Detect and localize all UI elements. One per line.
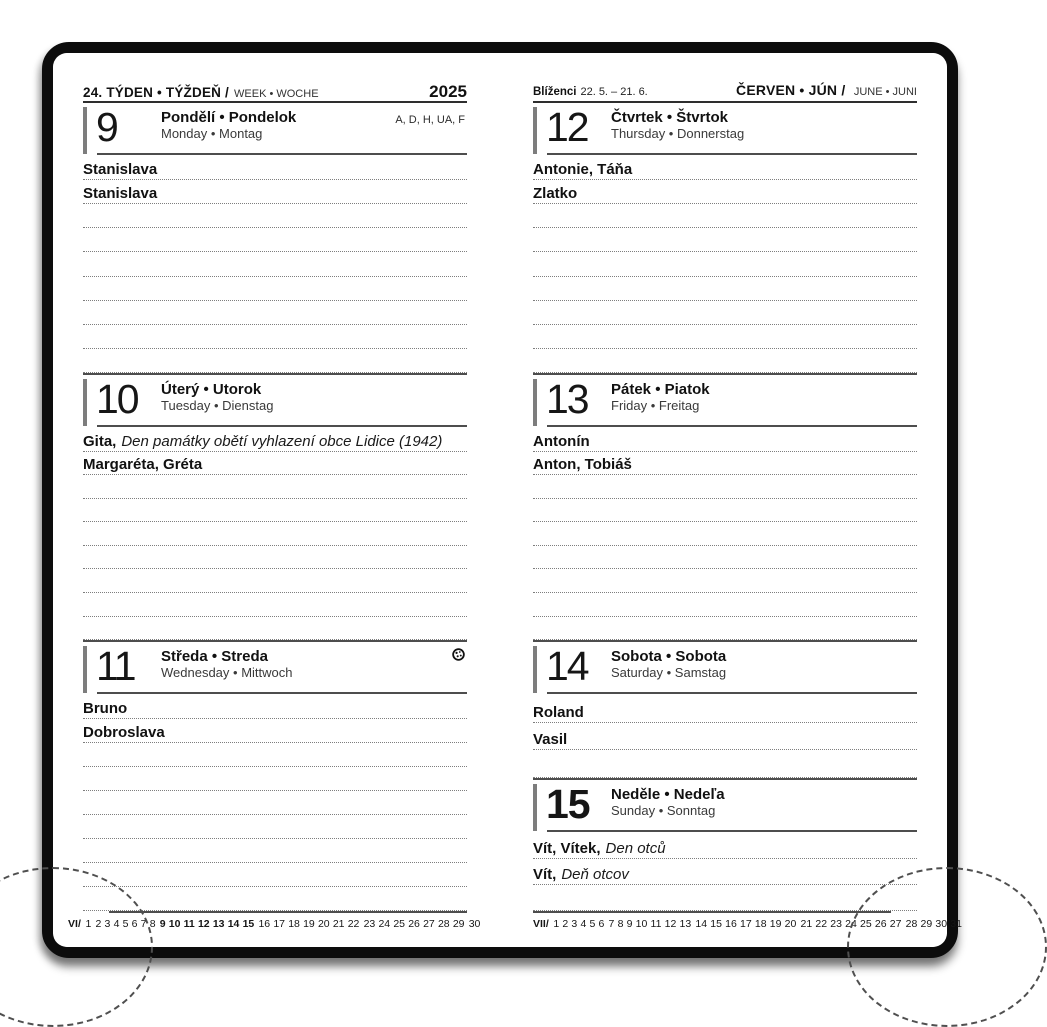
mini-calendar-day: 23: [830, 918, 842, 930]
ruled-line: [533, 499, 917, 523]
week-label: 24. TÝDEN • TÝŽDEŇ /: [83, 85, 230, 100]
ruled-line: [533, 617, 917, 641]
mini-calendar-day: 9: [626, 918, 633, 930]
mini-calendar-day: 20: [784, 918, 797, 930]
mini-calendar-day: 26: [874, 918, 887, 930]
ruled-line: [533, 277, 917, 301]
name-day-text: Vít,: [533, 866, 557, 883]
mini-calendar-month: VII/: [533, 918, 549, 930]
ruled-line: [83, 475, 467, 499]
day-names: [161, 103, 296, 141]
mini-calendar-day: 13: [212, 918, 225, 930]
mini-calendar-day: 10: [168, 918, 181, 930]
name-day-text: Stanislava: [83, 161, 158, 179]
right-day-list: [533, 103, 917, 911]
day-lines: [533, 155, 917, 373]
day-marker-bar: [533, 107, 537, 154]
mini-calendar-day: 31: [950, 918, 962, 930]
day-name-primary: Středa • Streda: [161, 648, 268, 665]
mini-calendar-day: 6: [131, 918, 138, 930]
day-marker-bar: [83, 646, 87, 693]
entry-line: [533, 428, 917, 452]
mini-calendar-day: 4: [113, 918, 120, 930]
name-day-text: Vasil: [533, 731, 568, 749]
mini-calendar-day: 10: [635, 918, 648, 930]
ruled-line: [83, 252, 467, 276]
holiday-note-text: Deň otcov: [561, 866, 629, 883]
day-marker-bar: [533, 379, 537, 426]
mini-calendar-day: 17: [273, 918, 285, 930]
day-header-11: [83, 642, 467, 694]
day-lines: [533, 427, 917, 640]
day-number: 9: [96, 104, 117, 150]
name-day-text: Zlatko: [533, 185, 578, 203]
ruled-line: [533, 252, 917, 276]
diary-open-spread: [53, 53, 962, 947]
ruled-line: [83, 204, 467, 228]
mini-calendar-day: 24: [845, 918, 857, 930]
day-number: 14: [546, 643, 588, 689]
mini-calendar-day: 8: [149, 918, 156, 930]
mini-calendar-month: VI/: [68, 918, 81, 930]
week-header: [83, 82, 467, 103]
mini-calendar-day: 27: [889, 918, 902, 930]
day-section-9: [83, 103, 467, 373]
day-section-11: [83, 640, 467, 911]
mini-calendar-day: 25: [859, 918, 872, 930]
day-lines: [83, 155, 467, 373]
mini-calendar-day: 14: [227, 918, 240, 930]
ruled-line: [83, 743, 467, 767]
mini-calendar-day: 28: [905, 918, 918, 930]
ruled-line: [533, 301, 917, 325]
left-page: [68, 82, 481, 947]
day-names: [611, 642, 726, 680]
mini-calendar-day: 29: [920, 918, 933, 930]
ruled-line: [83, 767, 467, 791]
mini-calendar-day: 5: [122, 918, 129, 930]
month-label-translation: JUNE • JUNI: [853, 86, 917, 98]
mini-calendar-day: 21: [800, 918, 813, 930]
zodiac-dates: 22. 5. – 21. 6.: [580, 86, 648, 98]
holiday-country-codes: A, D, H, UA, F: [395, 114, 465, 126]
mini-calendar-day: 7: [140, 918, 147, 930]
name-day-text: Antonín: [533, 432, 590, 450]
day-header-14: [533, 642, 917, 694]
day-section-14: [533, 640, 917, 778]
page-curl-bottom-right-icon: [847, 867, 1047, 1027]
day-marker-bar: [533, 784, 537, 831]
mini-calendar-day: 3: [104, 918, 111, 930]
mini-calendar-day: 30: [935, 918, 948, 930]
ruled-line: [83, 569, 467, 593]
entry-line: [83, 695, 467, 719]
day-name-secondary: Saturday • Samstag: [611, 665, 727, 680]
mini-calendar-day: 22: [347, 918, 360, 930]
left-day-list: [83, 103, 467, 911]
entry-line: [83, 428, 467, 452]
mini-calendar-day: 5: [589, 918, 596, 930]
day-header-12: [533, 103, 917, 155]
mini-calendar-day: 18: [288, 918, 300, 930]
ruled-line: [83, 863, 467, 887]
day-number: 12: [546, 104, 588, 150]
name-day-text: Roland: [533, 703, 584, 721]
day-header-9: [83, 103, 467, 155]
mini-calendar-day: 1: [553, 918, 560, 930]
day-section-15: [533, 778, 917, 911]
name-day-text: Margaréta, Gréta: [83, 456, 203, 474]
day-names: [611, 780, 725, 818]
month-label-group: [736, 82, 917, 100]
name-day-text: Dobroslava: [83, 724, 165, 741]
ruled-line: [83, 499, 467, 523]
ruled-line: [533, 475, 917, 499]
entry-line: [533, 180, 917, 204]
year-label: 2025: [429, 82, 467, 101]
day-name-secondary: Wednesday • Mittwoch: [161, 665, 293, 680]
ruled-line: [533, 546, 917, 570]
mini-calendar-day: 4: [580, 918, 587, 930]
day-section-10: [83, 373, 467, 640]
day-name-primary: Čtvrtek • Štvrtok: [611, 109, 728, 126]
day-lines: [83, 427, 467, 640]
name-day-text: Bruno: [83, 700, 128, 717]
mini-calendar-day: 24: [378, 918, 391, 930]
entry-line: [533, 859, 917, 885]
right-page: [533, 82, 962, 947]
mini-calendar-day: 2: [95, 918, 102, 930]
day-name-secondary: Friday • Freitag: [611, 398, 700, 413]
mini-calendar-day: 16: [258, 918, 271, 930]
ruled-line: [83, 815, 467, 839]
ruled-line: [533, 325, 917, 349]
day-number: 11: [96, 643, 135, 689]
day-name-primary: Pondělí • Pondelok: [161, 109, 297, 126]
mini-calendar-day: 15: [710, 918, 722, 930]
mini-calendar-day: 25: [393, 918, 405, 930]
mini-calendar-day: 14: [695, 918, 708, 930]
ruled-line: [83, 522, 467, 546]
ruled-line: [83, 593, 467, 617]
entry-line: [533, 833, 917, 859]
mini-calendar-day: 28: [437, 918, 450, 930]
day-name-secondary: Tuesday • Dienstag: [161, 398, 274, 413]
ruled-line: [83, 301, 467, 325]
ruled-line: [533, 522, 917, 546]
mini-calendar-day: 3: [571, 918, 578, 930]
day-name-secondary: Monday • Montag: [161, 126, 263, 141]
mini-calendar-day: 30: [468, 918, 481, 930]
entry-line: [533, 695, 917, 723]
mini-calendar-day: 9: [159, 918, 166, 930]
day-number: 10: [96, 376, 138, 422]
mini-calendar-day: 6: [598, 918, 605, 930]
day-name-secondary: Sunday • Sonntag: [611, 803, 716, 818]
ruled-line: [533, 750, 917, 778]
name-day-text: Vít, Vítek,: [533, 840, 601, 857]
day-names: [161, 375, 273, 413]
holiday-note-text: Den památky obětí vyhlazení obce Lidice (1942): [121, 432, 443, 450]
day-number: 15: [546, 781, 590, 827]
mini-calendar-day: 29: [452, 918, 465, 930]
ruled-line: [83, 839, 467, 863]
day-name-primary: Pátek • Piatok: [611, 381, 710, 398]
mini-calendar-day: 17: [739, 918, 752, 930]
day-header-13: [533, 375, 917, 427]
mini-calendar-day: 7: [608, 918, 615, 930]
name-day-text: Antonie, Táňa: [533, 161, 633, 179]
mini-calendar-day: 8: [617, 918, 624, 930]
entry-line: [83, 156, 467, 180]
entry-line: [83, 719, 467, 743]
full-moon-icon: [452, 642, 467, 661]
mini-calendar-day: 22: [815, 918, 828, 930]
mini-calendar-day: 12: [197, 918, 210, 930]
mini-calendar-day: 19: [303, 918, 315, 930]
mini-calendar-day: 18: [754, 918, 767, 930]
day-names: [161, 642, 292, 680]
ruled-line: [533, 593, 917, 617]
ruled-line: [83, 228, 467, 252]
mini-calendar-day: 1: [85, 918, 92, 930]
ruled-line: [83, 887, 467, 911]
mini-calendar-day: 11: [183, 918, 195, 930]
entry-line: [83, 180, 467, 204]
day-marker-bar: [83, 107, 87, 154]
ruled-line: [83, 617, 467, 641]
diary-cover-frame: [42, 42, 962, 958]
mini-calendar-day: 13: [679, 918, 692, 930]
day-lines: [83, 694, 467, 911]
day-section-13: [533, 373, 917, 640]
month-label: ČERVEN • JÚN /: [736, 82, 846, 98]
ruled-line: [533, 569, 917, 593]
day-marker-bar: [533, 646, 537, 693]
ruled-line: [83, 349, 467, 373]
ruled-line: [533, 349, 917, 373]
mini-calendar-day: 2: [562, 918, 569, 930]
mini-calendar-day: 12: [664, 918, 677, 930]
ruled-line: [83, 546, 467, 570]
day-name-primary: Neděle • Nedeľa: [611, 786, 725, 803]
holiday-note-text: Den otců: [605, 840, 666, 857]
day-header-10: [83, 375, 467, 427]
ruled-line: [83, 791, 467, 815]
ruled-line: [83, 325, 467, 349]
day-name-primary: Sobota • Sobota: [611, 648, 727, 665]
day-section-12: [533, 103, 917, 373]
day-names: [611, 103, 744, 141]
mini-calendar-day: 19: [769, 918, 782, 930]
mini-calendar-day: 16: [725, 918, 737, 930]
name-day-text: Anton, Tobiáš: [533, 456, 632, 474]
ruled-line: [83, 277, 467, 301]
mini-calendar-day: 23: [363, 918, 376, 930]
day-marker-bar: [83, 379, 87, 426]
name-day-text: Stanislava: [83, 185, 158, 203]
entry-line: [533, 452, 917, 476]
mini-calendar-day: 26: [408, 918, 420, 930]
mini-calendar-day: 11: [650, 918, 662, 930]
mini-calendar-day: 21: [332, 918, 345, 930]
day-lines: [533, 832, 917, 911]
day-name-secondary: Thursday • Donnerstag: [611, 126, 745, 141]
zodiac-label: Blíženci: [533, 86, 577, 98]
ruled-line: [533, 204, 917, 228]
day-number: 13: [546, 376, 588, 422]
mini-calendar-day: 27: [423, 918, 435, 930]
name-day-text: Gita,: [83, 432, 117, 450]
month-header: [533, 82, 917, 103]
entry-line: [83, 452, 467, 476]
day-lines: [533, 694, 917, 778]
week-label-translation: WEEK • WOCHE: [234, 88, 319, 100]
mini-calendar-day: 20: [317, 918, 330, 930]
day-name-primary: Úterý • Utorok: [161, 381, 262, 398]
ruled-line: [533, 228, 917, 252]
day-header-15: [533, 780, 917, 832]
entry-line: [533, 723, 917, 751]
day-names: [611, 375, 710, 413]
entry-line: [533, 156, 917, 180]
mini-calendar-day: 15: [242, 918, 255, 930]
